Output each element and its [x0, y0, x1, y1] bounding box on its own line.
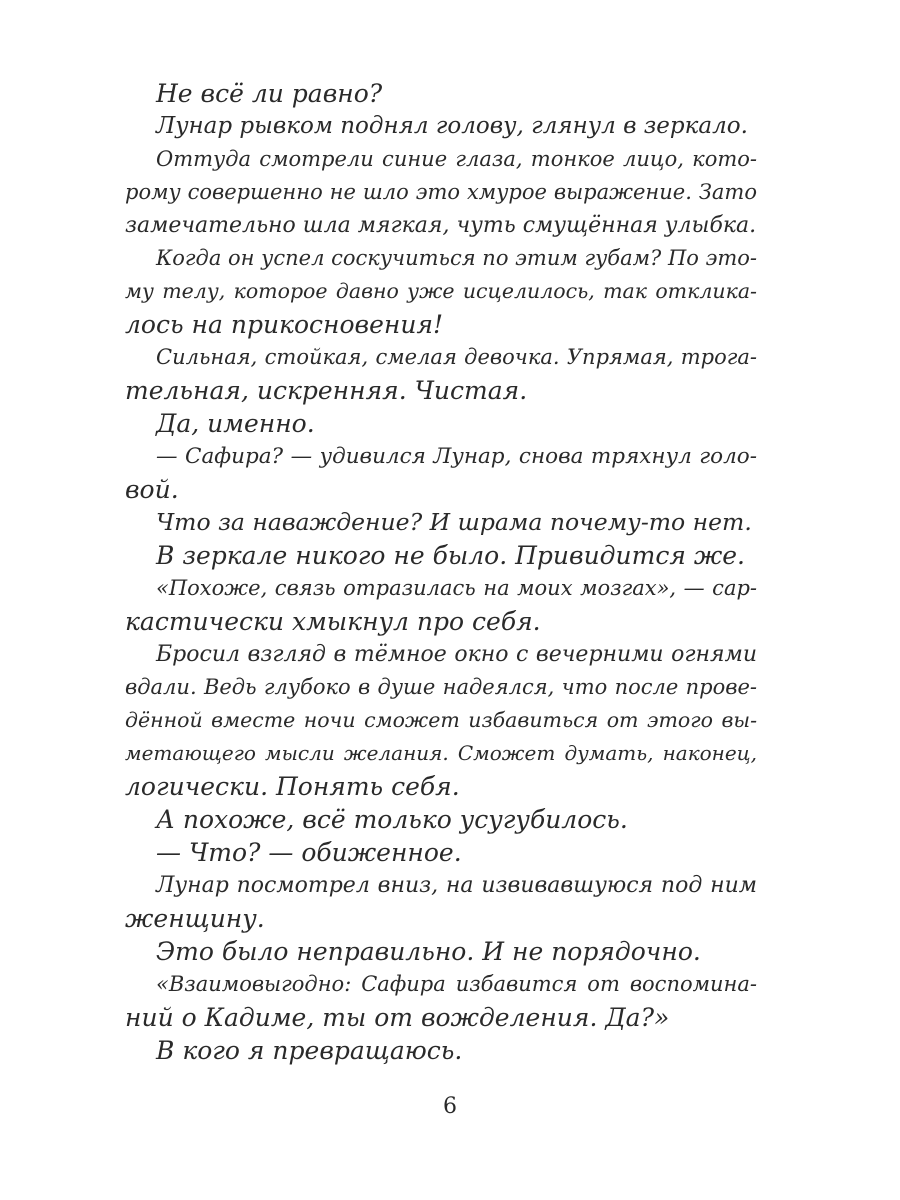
text-line: вдали. Ведь глубоко в душе надеялся, что после прове- — [125, 675, 757, 699]
text-line: Что за наваждение? И шрама почему-то нет. — [156, 508, 752, 536]
text-line: В зеркале никого не было. Привидится же. — [156, 541, 745, 570]
text-line: замечательно шла мягкая, чуть смущённая улыбка. — [125, 213, 757, 238]
text-line: «Взаимовыгодно: Сафира избавится от воспомина- — [156, 972, 757, 996]
text-line: тельная, искренняя. Чистая. — [125, 376, 528, 405]
page-number: 6 — [443, 1094, 457, 1119]
text-line: — Сафира? — удивился Лунар, снова тряхнул голо- — [156, 444, 757, 469]
text-line: Да, именно. — [156, 409, 315, 438]
text-line: — Что? — обиженное. — [156, 838, 462, 867]
text-line: вой. — [125, 475, 179, 504]
text-line: рому совершенно не шло это хмурое выражение. Зато — [125, 180, 757, 204]
text-line: Это было неправильно. И не порядочно. — [156, 937, 701, 966]
body-text — [125, 77, 757, 1067]
text-line: Оттуда смотрели синие глаза, тонкое лицо, кото- — [156, 147, 757, 171]
text-line: му телу, которое давно уже исцелилось, так отклика- — [125, 279, 757, 303]
text-line: Не всё ли равно? — [156, 79, 383, 108]
text-line: В кого я превращаюсь. — [156, 1036, 463, 1065]
text-line: Лунар посмотрел вниз, на извивавшуюся под ним — [156, 873, 757, 898]
text-line: Когда он успел соскучиться по этим губам? По это- — [156, 246, 757, 270]
text-line: Бросил взгляд в тёмное окно с вечерними огнями — [156, 642, 757, 667]
text-line: ний о Кадиме, ты от вожделения. Да?» — [125, 1003, 670, 1032]
text-line: Лунар рывком поднял голову, глянул в зеркало. — [156, 113, 748, 139]
text-line: женщину. — [125, 904, 265, 933]
text-line: кастически хмыкнул про себя. — [125, 607, 541, 636]
text-line: «Похоже, связь отразилась на моих мозгах», — сар- — [156, 576, 757, 600]
text-line: дённой вместе ночи сможет избавиться от этого вы- — [125, 708, 757, 732]
text-line: логически. Понять себя. — [125, 772, 460, 801]
text-line: метающего мысли желания. Сможет думать, наконец, — [125, 741, 757, 765]
text-line: А похоже, всё только усугубилось. — [156, 805, 628, 834]
text-line: лось на прикосновения! — [125, 310, 444, 339]
text-line: Сильная, стойкая, смелая девочка. Упрямая, трога- — [156, 345, 757, 369]
